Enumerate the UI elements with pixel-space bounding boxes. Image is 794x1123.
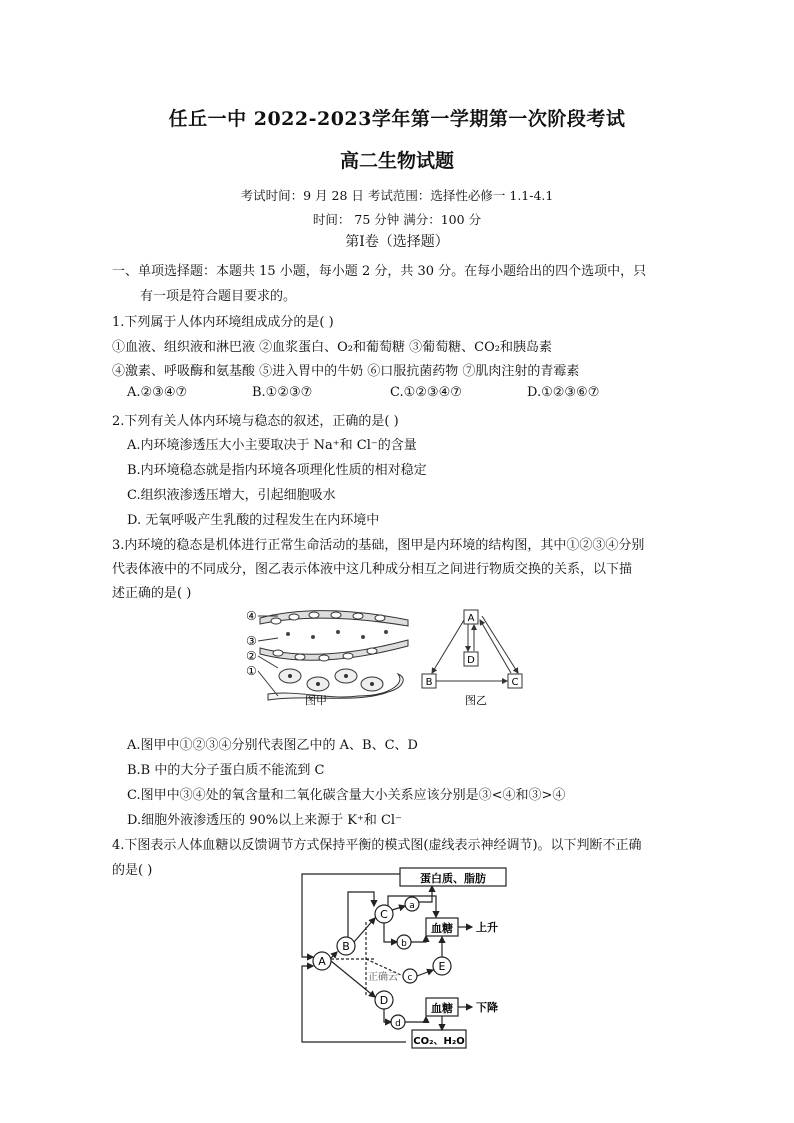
exam-subject-title: 高二生物试题 (339, 150, 454, 172)
exam-title: 任丘一中 2022-2023学年第一学期第一次阶段考试 (168, 108, 626, 130)
q4-stem-line2: 的是( ) (112, 863, 153, 878)
node-d-label: D (467, 655, 475, 666)
q3-option-b: B.B 中的大分子蛋白质不能流到 C (127, 763, 325, 778)
q1-stem: 1.下列属于人体内环境组成成分的是( ) (112, 315, 334, 330)
protein-fat-label: 蛋白质、脂肪 (420, 872, 486, 885)
exam-duration-info: 时间： 75 分钟 满分：100 分 (312, 212, 482, 227)
node-c-small-label: c (407, 973, 413, 983)
q1-option-a: A.②③④⑦ (127, 385, 188, 400)
node-c-label: C (511, 677, 519, 688)
rise-label: 上升 (476, 921, 498, 934)
watermark-label: 正确云 (368, 972, 398, 983)
fig-a-label-1: ① (246, 664, 257, 678)
q3-stem-line1: 3.内环境的稳态是机体进行正常生命活动的基础，图甲是内环境的结构图，其中①②③④分别 (112, 538, 645, 553)
section-intro-line1: 一、单项选择题：本题共 15 小题，每小题 2 分，共 30 分。在每小题给出的四个选项中，只 (112, 264, 647, 279)
fig-a-label-2: ② (246, 649, 257, 663)
exam-time-info: 考试时间：9 月 28 日 考试范围：选择性必修一 1.1-4.1 (240, 188, 554, 203)
fig-a-label-3: ③ (246, 634, 257, 648)
q1-option-c: C.①②③④⑦ (390, 385, 462, 400)
q1-option-b: B.①②③⑦ (252, 385, 313, 400)
q3-stem-line2: 代表体液中的不同成分，图乙表示体液中这几种成分相互之间进行物质交换的关系，以下描 (112, 562, 633, 577)
node-D-label: D (379, 994, 389, 1007)
figure-a-tissue-diagram (238, 604, 418, 714)
q2-option-a: A.内环境渗透压大小主要取决于 Na⁺和 Cl⁻的含量 (127, 438, 417, 453)
q3-option-c: C.图甲中③④处的氧含量和二氧化碳含量大小关系应该分别是③<④和③>④ (127, 788, 566, 803)
fig-b-caption: 图乙 (465, 694, 487, 707)
node-b-label: B (425, 677, 433, 688)
node-E-label: E (438, 960, 446, 973)
q1-items-line2: ④激素、呼吸酶和氨基酸 ⑤进入胃中的牛奶 ⑥口服抗菌药物 ⑦肌肉注射的青霉素 (112, 364, 580, 379)
q4-stem-line1: 4.下图表示人体血糖以反馈调节方式保持平衡的模式图(虚线表示神经调节)。以下判断不正确 (112, 838, 642, 853)
volume-title: 第Ⅰ卷（选择题） (345, 234, 449, 250)
node-b-small-label: b (401, 939, 407, 949)
q2-option-c: C.组织液渗透压增大，引起细胞吸水 (127, 488, 336, 503)
q2-stem: 2.下列有关人体内环境与稳态的叙述，正确的是( ) (112, 414, 399, 429)
q1-option-d: D.①②③⑥⑦ (527, 385, 600, 400)
blood-sugar-label-top: 血糖 (431, 922, 453, 935)
figure-blood-sugar-feedback-diagram (296, 862, 526, 1054)
q1-items-line1: ①血液、组织液和淋巴液 ②血浆蛋白、O₂和葡萄糖 ③葡萄糖、CO₂和胰岛素 (112, 340, 552, 355)
q2-option-d: D. 无氧呼吸产生乳酸的过程发生在内环境中 (127, 513, 380, 528)
figure-b-exchange-diagram (418, 606, 538, 710)
fig-a-caption: 图甲 (305, 694, 327, 707)
q3-option-a: A.图甲中①②③④分别代表图乙中的 A、B、C、D (127, 738, 418, 753)
section-intro-line2: 有一项是符合题目要求的。 (140, 289, 297, 304)
node-d-small-label: d (395, 1019, 401, 1029)
node-a-label: A (467, 613, 475, 624)
node-C-label: C (380, 908, 388, 921)
node-A-label: A (318, 955, 326, 968)
q2-option-b: B.内环境稳态就是指内环境各项理化性质的相对稳定 (127, 463, 427, 478)
fall-label: 下降 (476, 1001, 498, 1014)
q3-stem-line3: 述正确的是( ) (112, 586, 192, 601)
co2-h2o-label: CO₂、H₂O (413, 1036, 465, 1047)
node-a-small-label: a (409, 901, 415, 911)
fig-a-label-4: ④ (246, 609, 257, 623)
blood-sugar-label-bottom: 血糖 (431, 1002, 453, 1015)
q3-option-d: D.细胞外液渗透压的 90%以上来源于 K⁺和 Cl⁻ (127, 813, 402, 828)
node-B-label: B (342, 940, 350, 953)
